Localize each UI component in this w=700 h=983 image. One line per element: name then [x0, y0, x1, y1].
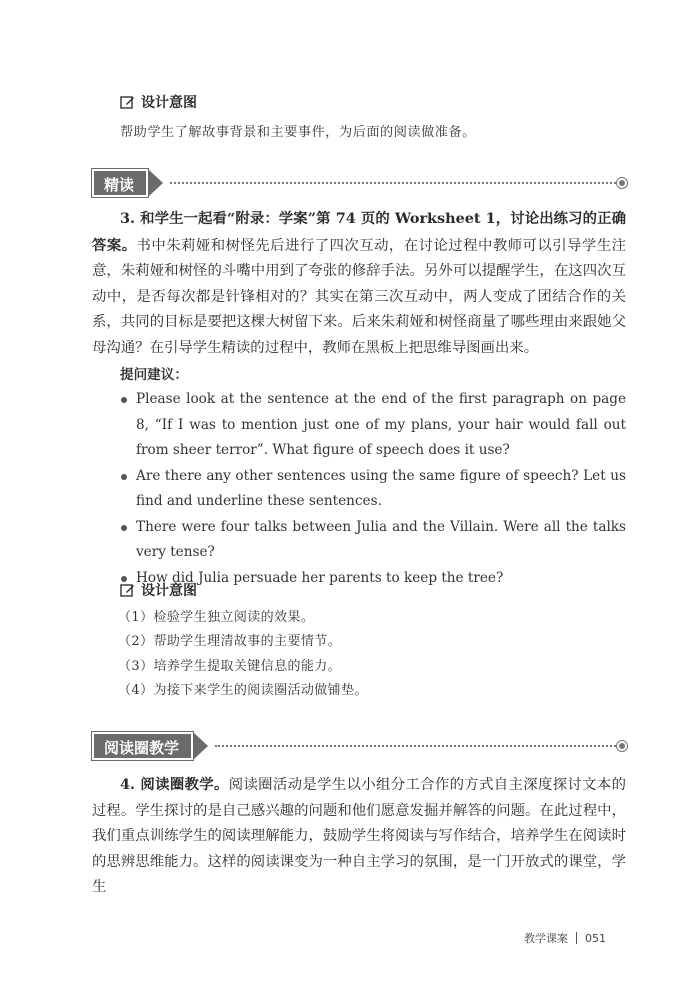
footer-book-title: 教学课案 — [524, 932, 568, 945]
section-bar-reading — [92, 169, 628, 197]
paragraph-4 — [92, 772, 626, 901]
section-tag-circle: 阅读圈教学 — [92, 732, 193, 760]
rule-end-circle-icon — [616, 740, 628, 752]
footer-separator — [576, 932, 577, 944]
questions-list — [116, 387, 626, 591]
paragraph-3-body: 书中朱莉娅和树怪先后进行了四次互动，在讨论过程中教师可以引导学生注意，朱莉娅和树怪的斗嘴中用到了夸张的修辞手法。另外可以提醒学生，在这四次互动中，是否每次都是针锋相对的？其实在第三次互动中，两人变成了团结合作的关系，共同的目标是要把这棵大树留下来。后来朱莉娅和树怪商量了哪些理由来跟她父母沟通？在引导学生精读的过程中，教师在黑板上把思维导图画出来。 — [92, 237, 626, 356]
design-intent-text: 帮助学生了解故事背景和主要事件，为后面的阅读做准备。 — [120, 125, 476, 140]
paragraph-3 — [92, 206, 626, 361]
edit-icon — [120, 583, 135, 598]
section-bar-circle — [92, 732, 628, 760]
design-intent-item: （4）为接下来学生的阅读圈活动做铺垫。 — [118, 682, 368, 698]
paragraph-3-lead: 3. 和学生一起看“附录：学案”第 74 页的 Worksheet 1，讨论出练习的正确答案。 — [92, 210, 626, 254]
paragraph-4-lead: 4. 阅读圈教学。 — [120, 776, 229, 793]
question-item: How did Julia persuade her parents to keep the tree? — [116, 566, 626, 592]
edit-icon — [120, 95, 135, 110]
page-number: 051 — [585, 931, 606, 945]
dotted-rule — [170, 182, 616, 184]
rule-end-circle-icon — [616, 177, 628, 189]
design-intent-list — [118, 606, 618, 703]
question-item: Please look at the sentence at the end of the first paragraph on page 8, “If I was to mention just one of my plans, your hair would fall out from sheer terror”. What figure of speech does it use? — [116, 387, 626, 464]
design-intent-heading — [120, 92, 197, 112]
design-intent-item: （3）培养学生提取关键信息的能力。 — [118, 658, 342, 674]
design-intent-item: （2）帮助学生理清故事的主要情节。 — [118, 634, 342, 650]
design-intent-heading-2 — [120, 580, 197, 600]
question-item: Are there any other sentences using the same figure of speech? Let us find and underline these sentences. — [116, 464, 626, 515]
section-tag-reading: 精读 — [92, 169, 148, 197]
design-intent-label: 设计意图 — [141, 95, 197, 111]
questions-label: 提问建议： — [120, 367, 188, 383]
question-item: There were four talks between Julia and the Villain. Were all the talks very tense? — [116, 515, 626, 566]
dotted-rule — [215, 745, 616, 747]
paragraph-4-body: 阅读圈活动是学生以小组分工合作的方式自主深度探讨文本的过程。学生探讨的是自己感兴趣的问题和他们愿意发掘并解答的问题。在此过程中，我们重点训练学生的阅读理解能力，鼓励学生将阅读与写作结合，培养学生在阅读时的思辨思维能力。这样的阅读课变为一种自主学习的氛围，是一门开放式的课堂，学生 — [92, 777, 626, 895]
design-intent-label-2: 设计意图 — [141, 583, 197, 599]
page-footer — [524, 930, 606, 946]
design-intent-item: （1）检验学生独立阅读的效果。 — [118, 610, 315, 625]
